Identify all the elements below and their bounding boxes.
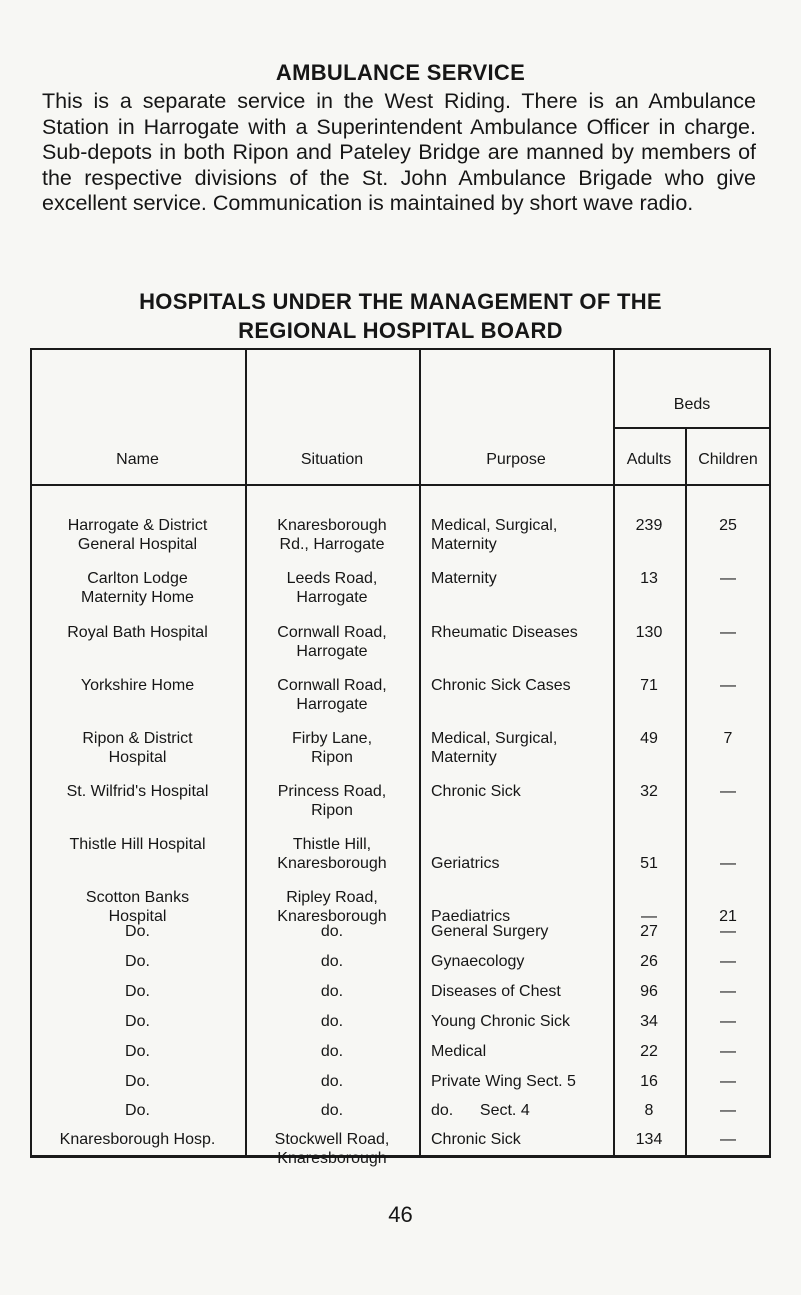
name-cell: Hospital (108, 749, 167, 766)
situation-cell: Rd., Harrogate (279, 536, 385, 553)
table-right-border (769, 348, 771, 1158)
children-count: — (720, 783, 736, 800)
name-cell: Hospital (108, 908, 167, 925)
children-count: — (720, 953, 736, 970)
section-title: AMBULANCE SERVICE (275, 60, 526, 85)
name-cell: Royal Bath Hospital (67, 624, 208, 641)
purpose-cell: Medical, Surgical, (431, 730, 558, 747)
header-bottom-rule (30, 484, 771, 486)
situation-cell: Stockwell Road, (274, 1131, 390, 1148)
situation-cell: do. (320, 983, 344, 1000)
adults-count: — (641, 908, 657, 925)
children-count: 7 (723, 730, 733, 747)
adults-count: 13 (640, 570, 658, 587)
children-count: — (720, 1013, 736, 1030)
name-cell: Carlton Lodge (87, 570, 188, 587)
name-cell: Do. (125, 923, 150, 940)
page-number: 46 (388, 1202, 413, 1227)
adults-count: 130 (635, 624, 663, 641)
purpose-cell: Chronic Sick (431, 1131, 521, 1148)
purpose-cell: Private Wing Sect. 5 (431, 1073, 576, 1090)
name-cell: Thistle Hill Hospital (69, 836, 206, 853)
column-divider (613, 348, 615, 1158)
adults-count: 26 (640, 953, 658, 970)
purpose-cell: Medical, Surgical, (431, 517, 558, 534)
name-cell: Knaresborough Hosp. (59, 1131, 216, 1148)
situation-cell: Ripon (311, 749, 353, 766)
purpose-cell: Medical (431, 1043, 487, 1060)
children-count: — (720, 677, 736, 694)
adults-count: 27 (640, 923, 658, 940)
name-cell: Ripon & District (82, 730, 193, 747)
children-count: 21 (719, 908, 737, 925)
situation-cell: do. (320, 1102, 344, 1119)
situation-cell: Leeds Road, (286, 570, 378, 587)
hospitals-table (30, 348, 771, 1167)
name-cell: Do. (125, 983, 150, 1000)
children-count: — (720, 983, 736, 1000)
situation-cell: Princess Road, (277, 783, 387, 800)
table-heading-line-2: REGIONAL HOSPITAL BOARD (238, 318, 563, 343)
name-cell: Do. (125, 953, 150, 970)
situation-cell: Ripley Road, (286, 889, 378, 906)
children-count: — (720, 570, 736, 587)
name-cell: General Hospital (77, 536, 198, 553)
name-cell: St. Wilfrid's Hospital (66, 783, 209, 800)
children-count: — (720, 1073, 736, 1090)
situation-cell: Knaresborough (277, 517, 387, 534)
adults-count: 49 (640, 730, 658, 747)
intro-paragraph: This is a separate service in the West Riding. There is an Ambulance Station in Harrogate with a Superintendent Ambulance Officer in charge. Sub-depots in both Ripon and Pateley Bridge are manned by members of the respective divisions of the St. John Ambulance Brigade who give excellent service. Communication is maintained by short wave radio. (42, 89, 756, 216)
header-purpose: Purpose (486, 451, 546, 468)
header-beds: Beds (673, 396, 711, 413)
adults-count: 32 (640, 783, 658, 800)
situation-cell: Harrogate (296, 643, 368, 660)
purpose-cell: Gynaecology (431, 953, 525, 970)
purpose-cell: General Surgery (431, 923, 549, 940)
purpose-cell: Maternity (431, 536, 497, 553)
name-cell: Maternity Home (81, 589, 194, 606)
children-count: — (720, 1043, 736, 1060)
name-cell: Do. (125, 1102, 150, 1119)
column-divider (419, 348, 421, 1158)
adults-count: 51 (640, 855, 658, 872)
situation-cell: Ripon (311, 802, 353, 819)
children-count: — (720, 624, 736, 641)
purpose-cell: Chronic Sick (431, 783, 521, 800)
header-name: Name (116, 451, 159, 468)
situation-cell: Thistle Hill, (292, 836, 372, 853)
situation-cell: do. (320, 1073, 344, 1090)
adults-count: 134 (635, 1131, 663, 1148)
purpose-cell: Rheumatic Diseases (431, 624, 578, 641)
purpose-cell: Geriatrics (431, 855, 500, 872)
adults-count: 22 (640, 1043, 658, 1060)
children-count: — (720, 1131, 736, 1148)
header-adults: Adults (626, 451, 672, 468)
purpose-cell: Maternity (431, 749, 497, 766)
children-count: — (720, 855, 736, 872)
table-top-border (30, 348, 771, 350)
children-count: — (720, 1102, 736, 1119)
adults-count: 96 (640, 983, 658, 1000)
situation-cell: Harrogate (296, 589, 368, 606)
situation-cell: Harrogate (296, 696, 368, 713)
situation-cell: do. (320, 1013, 344, 1030)
adults-count: 8 (644, 1102, 654, 1119)
situation-cell: do. (320, 1043, 344, 1060)
situation-cell: Firby Lane, (291, 730, 373, 747)
name-cell: Do. (125, 1013, 150, 1030)
situation-cell: Knaresborough (277, 855, 387, 872)
name-cell: Scotton Banks (85, 889, 190, 906)
adults-count: 16 (640, 1073, 658, 1090)
purpose-cell: Chronic Sick Cases (431, 677, 571, 694)
name-cell: Do. (125, 1073, 150, 1090)
children-count: 25 (719, 517, 737, 534)
purpose-cell: Paediatrics (431, 908, 511, 925)
name-cell: Do. (125, 1043, 150, 1060)
table-heading-line-1: HOSPITALS UNDER THE MANAGEMENT OF THE (139, 289, 662, 314)
situation-cell: Cornwall Road, (277, 624, 387, 641)
header-children: Children (698, 451, 758, 468)
purpose-cell: Diseases of Chest (431, 983, 561, 1000)
header-situation: Situation (300, 451, 364, 468)
situation-cell: do. (320, 923, 344, 940)
name-cell: Yorkshire Home (80, 677, 195, 694)
adults-count: 34 (640, 1013, 658, 1030)
adults-count: 71 (640, 677, 658, 694)
situation-cell: do. (320, 953, 344, 970)
situation-cell: Knaresborough (277, 908, 387, 925)
purpose-cell: Young Chronic Sick (431, 1013, 571, 1030)
children-count: — (720, 923, 736, 940)
beds-underline (613, 427, 771, 429)
situation-cell: Knaresborough (277, 1150, 387, 1167)
situation-cell: Cornwall Road, (277, 677, 387, 694)
purpose-cell: Maternity (431, 570, 497, 587)
adults-count: 239 (635, 517, 663, 534)
name-cell: Harrogate & District (67, 517, 208, 534)
purpose-cell: do. Sect. 4 (431, 1102, 530, 1119)
